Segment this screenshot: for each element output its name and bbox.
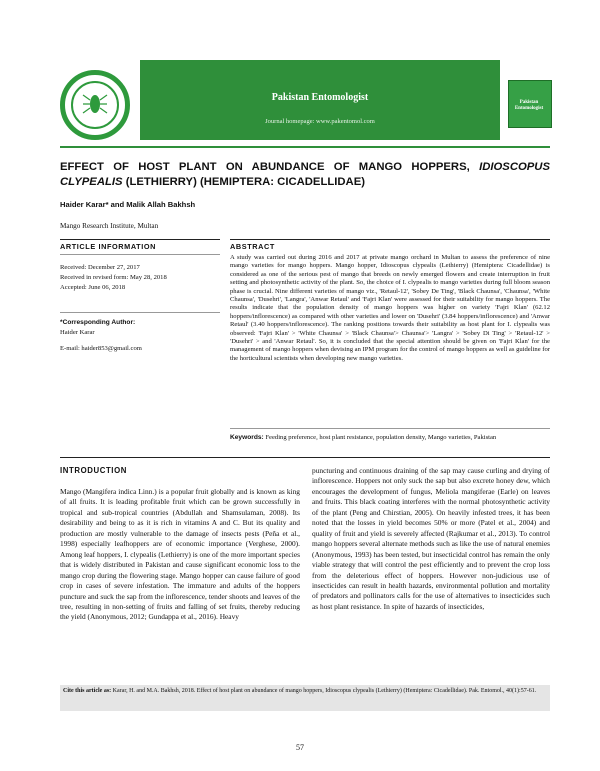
corresponding-author — [60, 318, 220, 354]
introduction-column-1: Mango (Mangifera indica Linn.) is a popular fruit globally and is known as king of all fruits. It is leading profitable fruit which can be grown successfully in tropical and sub-tropical countries (Abdullah and Shamsulaman, 2008). Its desirability and being to as it is rich in vitamins A and C. But its quality and production are mostly vulnerable to the damage of insects pests (Peña et al., 1998) especially leafhoppers are of economic importance (Verghese, 2000). Among leaf hoppers, I. clypealis (Lethierry) is one of the more important species that is widely distributed in Pakistan and cause significant economic loss to the mango crop during the flowering stage. Mango hopper can cause failure of good crop in cases of severe infestation. The immature and adults of the hoppers puncture and suck the sap from the inflorescence, tender shoots and leaves of the tree, resulting in non-setting of fruits and falling of set fruits, thereby reducing the yield (Anonymous, 2012; Gundappa et al., 2016). Heavy — [60, 487, 300, 622]
header-rule — [60, 146, 550, 148]
paper-authors: Haider Karar* and Malik Allah Bakhsh — [60, 200, 196, 209]
abstract-rule-bottom — [230, 428, 550, 429]
date-revised: Received in revised form: May 28, 2018 — [60, 274, 167, 281]
introduction-column-2: puncturing and continuous draining of the sap may cause curling and drying of inflorescence. Hoppers not only suck the sap but also excrete honey dew, which encourages the development of fungus, Meliola mangiferae (Earle) on leaves and fruits. This black coating interferes with the normal photosynthetic activity of the plant (Peng and Chirstian, 2005). On heavily infested trees, it has been noted that the losses in yield becomes 50% or more (Patel et al., 2004) and quality of fruit and yield is severely affected (Rajkumar et al., 2013). To control mango hoppers several alternate methods such as like the use of natural enemies (Anonymous, 1993) has been tested, but insecticidal control has remain the only viable strategy that will control the pest efficiently and to prevent the crop loss from the deleterious effect of hoppers. However non-judicious use of insecticides can result in health hazards, environmental pollution and mortality of predators and pollinators calls for the use of alternatives to insecticides such as host plant resistance. In spite of hazards of insecticides, — [312, 466, 550, 611]
introduction-heading: INTRODUCTION — [60, 466, 127, 475]
article-info-heading: ARTICLE INFORMATION — [60, 242, 156, 251]
journal-homepage[interactable]: Journal homepage: www.pakentomol.com — [265, 118, 375, 125]
abstract-rule-top — [230, 239, 550, 240]
abstract-heading: ABSTRACT — [230, 242, 275, 251]
citation-text: Karar, H. and M.A. Bakhsh, 2018. Effect of host plant on abundance of mango hoppers, Idioscopus clypealis (Lethierry) (Hemiptera: Cicadellidae). Pak. Entomol., 40(1):57-61. — [112, 688, 537, 694]
insect-emblem-icon — [82, 91, 108, 117]
date-received: Received: December 27, 2017 — [60, 264, 140, 271]
citation — [63, 687, 548, 696]
paper-title: EFFECT OF HOST PLANT ON ABUNDANCE OF MANGO HOPPERS, IDIOSCOPUS CLYPEALIS (LETHIERRY) (HEMIPTERA: CICADELLIDAE) — [60, 161, 550, 188]
date-accepted: Accepted: June 06, 2018 — [60, 284, 126, 291]
journal-name: Pakistan Entomologist — [271, 92, 369, 103]
keywords-label: Keywords: — [230, 434, 264, 441]
info-rule-top — [60, 239, 220, 240]
keywords-text: Feeding preference, host plant resistance, population density, Mango varieties, Pakistan — [265, 434, 497, 441]
article-dates — [60, 263, 220, 293]
citation-label: Cite this article as: — [63, 688, 112, 694]
journal-logo — [60, 70, 130, 140]
info-rule-bottom — [60, 254, 220, 255]
cover-title: Pakistan Entomologist — [514, 100, 544, 111]
page-number: 57 — [296, 743, 304, 752]
paper-affiliation: Mango Research Institute, Multan — [60, 222, 159, 230]
abstract-text: A study was carried out during 2016 and 2017 at private mango orchard in Multan to assess the preference of nine mango varieties for mango hoppers. Mango hopper, Idioscopus clypealis (Lethierry) (Hemiptera: Cicadellidae) is considered as one of the serious pest of mango that breeds on newly emerged flowers and create interruption in fruit setting and photosynthetic activity of the plant. So, the choice of I. clypealis to mango varieties during full bloom season phase is crucial. Nine different varieties of mango viz., 'Retaul-12', 'Sobey De Ting', 'Black Chaunsa', 'Chaunsa', 'White Chaunsa', 'Dusehri', 'Langra', 'Anwar Retaul' and 'Fajri Klan' were assessed for their suitability for mango hoppers. The results indicate that the population density of mango hoppers was higher on variety 'Fajri Klan' (62.12 hoppers/inflorescence) as compared with other varieties and lower on 'Dusehri' (3.84 hoppers/inflorescence) and 'Anwar Retaul' (3.40 hoppers/inflorescence). The ranking positions towards their suitability as host plant for I. clypealis was observed: 'Fajri Klan' > 'White Chaunsa' > 'Black Chaunsa'> Chaunsa'> 'Langra' > 'Sobey Di Ting' > 'Retaul-12' > 'Dusehri' > and 'Anwar Retaul'. So, it is concluded that the special attention should be given on 'Fajri Klan' for the management of mango hoppers when devising an IPM program for the control of mango hoppers as well as guideline for the horticultural scientists when developing new mango varieties. — [230, 254, 550, 362]
keywords — [230, 433, 550, 442]
info-rule-mid — [60, 312, 220, 313]
corr-email[interactable]: E-mail: haider853@gmail.com — [60, 345, 142, 352]
corr-heading: *Corresponding Author: — [60, 319, 136, 326]
section-rule — [60, 457, 550, 458]
corr-name: Haider Karar — [60, 329, 95, 336]
